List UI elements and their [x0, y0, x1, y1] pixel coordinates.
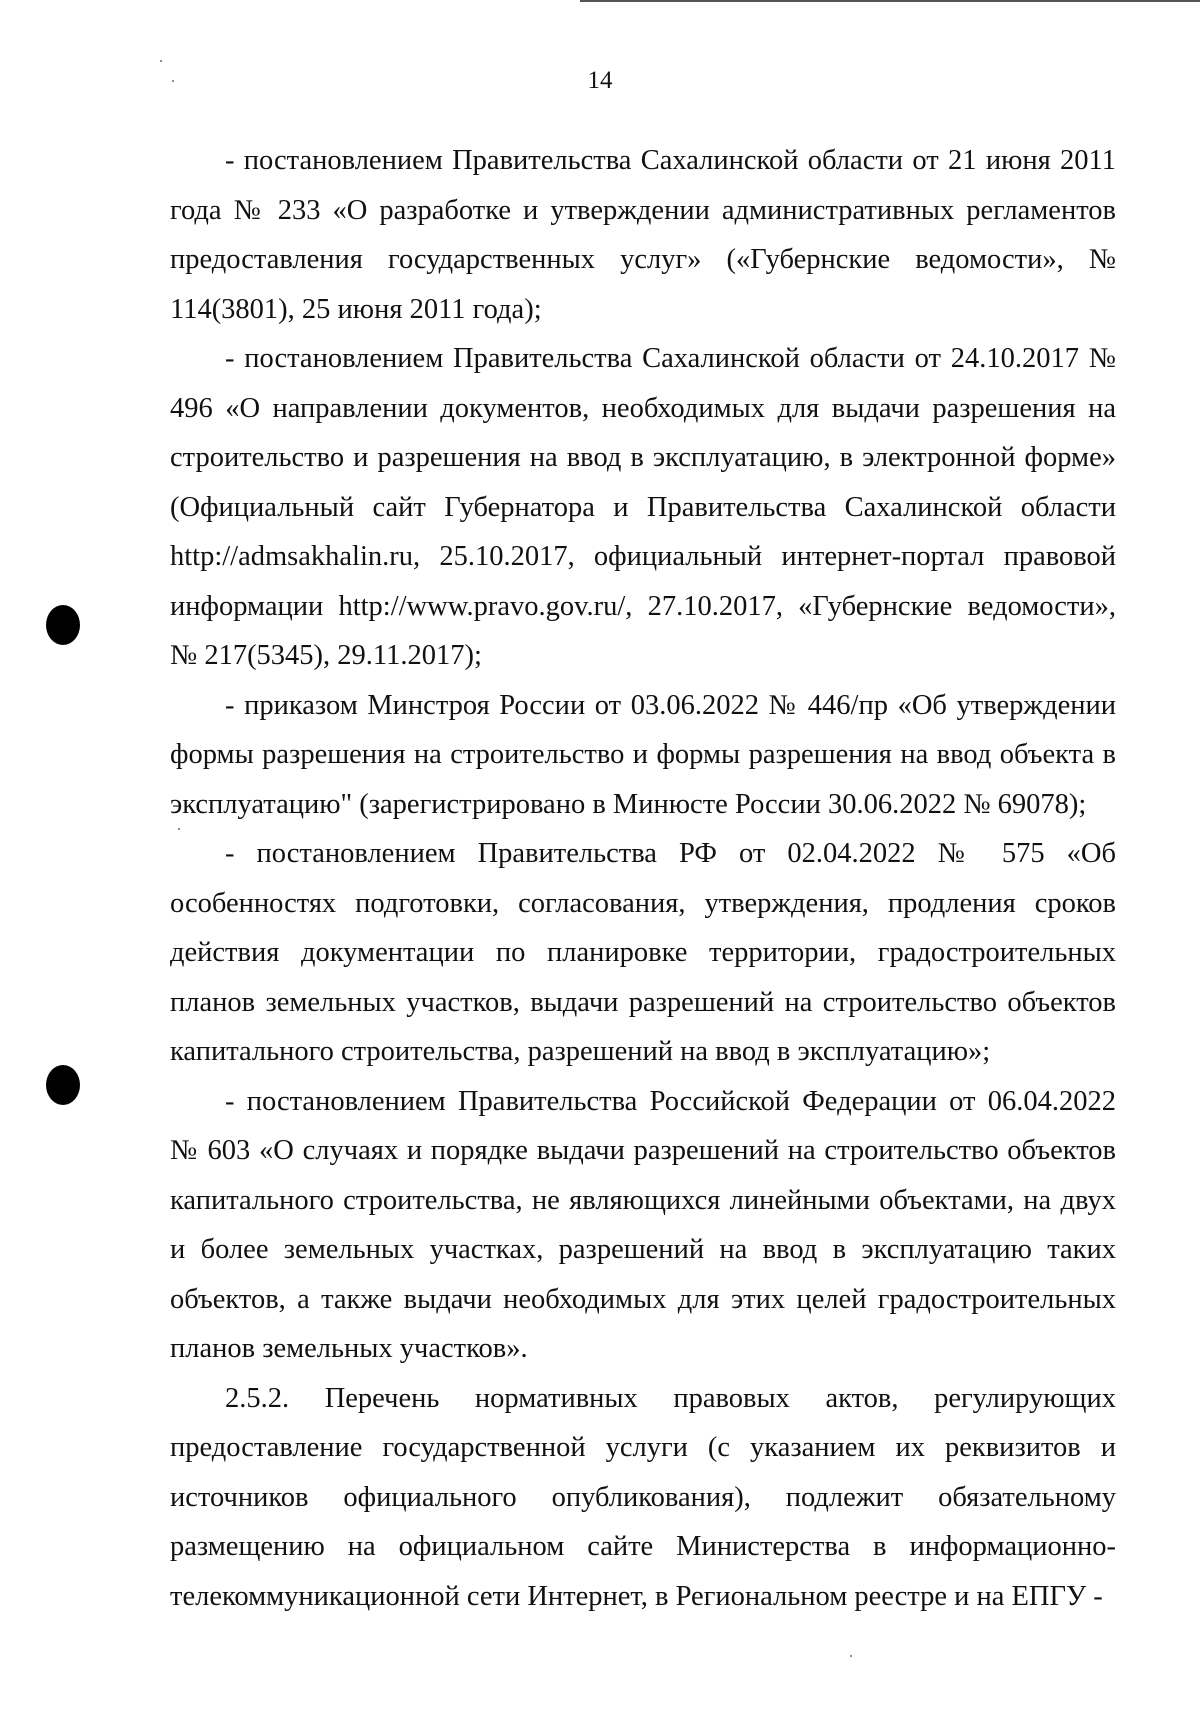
scan-speck: [160, 60, 162, 62]
document-body: [170, 136, 1116, 1621]
page-number: 14: [587, 67, 613, 94]
hole-punch-mark: [46, 605, 80, 645]
scan-edge: [580, 0, 1200, 2]
scan-speck: [850, 1655, 852, 1657]
paragraph-regulation-2017: - постановлением Правительства Сахалинской области от 24.10.2017 № 496 «О направлении документов, необходимых для выдачи разрешения на строительство и разрешения на ввод в эксплуатацию, в электронной форме» (Официальный сайт Губернатора и Правительства Сахалинской области http://admsakhalin.ru, 25.10.2017, официальный интернет-портал правовой информации http://www.pravo.gov.ru/, 27.10.2017, «Губернские ведомости», № 217(5345), 29.11.2017);: [170, 343, 1116, 671]
hole-punch-mark: [46, 1065, 80, 1105]
paragraph-section-2-5-2: 2.5.2. Перечень нормативных правовых актов, регулирующих предоставление государственной услуги (с указанием их реквизитов и источников официального опубликования), подлежит обязательному размещению на официальном сайте Министерства в информационно-телекоммуникационной сети Интернет, в Региональном реестре и на ЕПГУ -: [170, 1382, 1116, 1612]
scan-speck: [178, 828, 180, 830]
paragraph-regulation-2011: - постановлением Правительства Сахалинской области от 21 июня 2011 года № 233 «О разработке и утверждении административных регламентов предоставления государственных услуг» («Губернские ведомости», № 114(3801), 25 июня 2011 года);: [170, 145, 1116, 325]
paragraph-minstroy-order: - приказом Минстроя России от 03.06.2022 № 446/пр «Об утверждении формы разрешения на строительство и формы разрешения на ввод объекта в эксплуатацию" (зарегистрировано в Минюсте России 30.06.2022 № 69078);: [170, 689, 1116, 820]
scan-speck: [172, 80, 174, 82]
paragraph-regulation-575: - постановлением Правительства РФ от 02.04.2022 № 575 «Об особенностях подготовки, согласования, утверждения, продления сроков действия документации по планировке территории, градостроительных планов земельных участков, выдачи разрешений на строительство объектов капитального строительства, разрешений на ввод в эксплуатацию»;: [170, 838, 1116, 1067]
paragraph-regulation-603: - постановлением Правительства Российской Федерации от 06.04.2022 № 603 «О случаях и порядке выдачи разрешений на строительство объектов капитального строительства, не являющихся линейными объектами, на двух и более земельных участках, разрешений на ввод в эксплуатацию таких объектов, а также выдачи необходимых для этих целей градостроительных планов земельных участков».: [170, 1085, 1116, 1364]
